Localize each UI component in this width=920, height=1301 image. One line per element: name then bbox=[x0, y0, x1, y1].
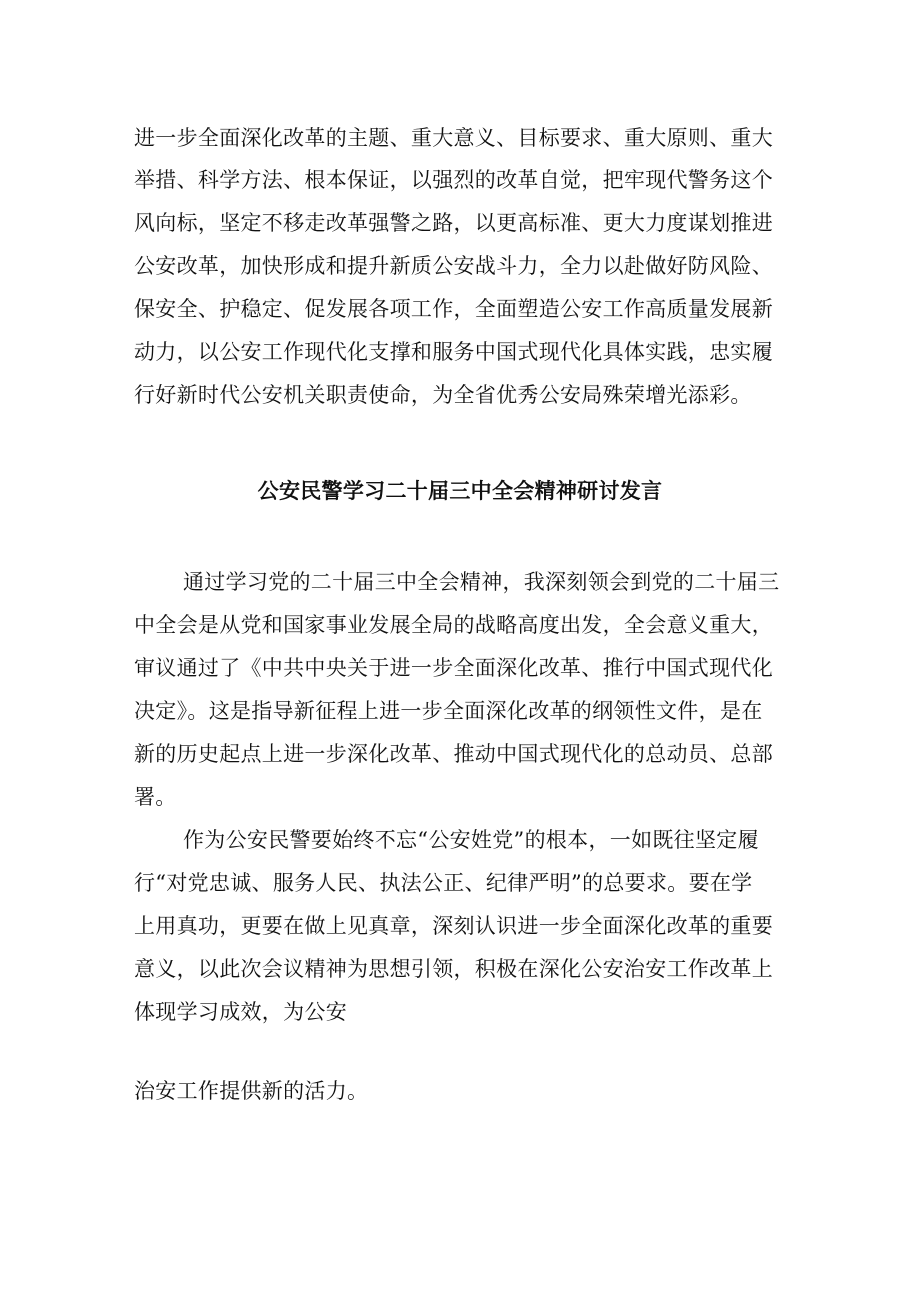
paragraph-line: 审议通过了《中共中央关于进一步全面深化改革、推行中国式现代化 bbox=[134, 656, 773, 680]
paragraph-line: 新的历史起点上进一步深化改革、推动中国式现代化的总动员、总部 bbox=[134, 742, 773, 766]
trailing-line: 治安工作提供新的活力。 bbox=[134, 1079, 369, 1103]
paragraph-line: 意义，以此次会议精神为思想引领，积极在深化公安治安工作改革上 bbox=[134, 957, 773, 981]
paragraph-line: 上用真功，更要在做上见真章，深刻认识进一步全面深化改革的重要 bbox=[134, 914, 773, 938]
section-heading: 公安民警学习二十届三中全会精神研讨发言 bbox=[257, 479, 663, 503]
intro-line: 动力，以公安工作现代化支撑和服务中国式现代化具体实践，忠实履 bbox=[134, 340, 773, 364]
paragraph-line: 决定》。这是指导新征程上进一步全面深化改革的纲领性文件，是在 bbox=[134, 699, 763, 723]
intro-line: 保安全、护稳定、促发展各项工作，全面塑造公安工作高质量发展新 bbox=[134, 297, 773, 321]
paragraph-line: 作为公安民警要始终不忘“公安姓党”的根本，一如既往坚定履 bbox=[183, 828, 759, 852]
intro-line: 行好新时代公安机关职责使命，为全省优秀公安局殊荣增光添彩。 bbox=[134, 383, 752, 407]
paragraph-line: 署。 bbox=[134, 785, 177, 809]
paragraph-line: 中全会是从党和国家事业发展全局的战略高度出发，全会意义重大， bbox=[134, 613, 773, 637]
paragraph-line: 体现学习成效，为公安 bbox=[134, 1000, 347, 1024]
intro-line: 公安改革，加快形成和提升新质公安战斗力，全力以赴做好防风险、 bbox=[134, 254, 773, 278]
paragraph-line: 行“对党忠诚、服务人民、执法公正、纪律严明”的总要求。要在学 bbox=[134, 871, 753, 895]
intro-line: 进一步全面深化改革的主题、重大意义、目标要求、重大原则、重大 bbox=[134, 126, 773, 150]
paragraph-line: 通过学习党的二十届三中全会精神，我深刻领会到党的二十届三 bbox=[183, 570, 780, 594]
intro-line: 风向标，坚定不移走改革强警之路，以更高标准、更大力度谋划推进 bbox=[134, 211, 773, 235]
intro-line: 举措、科学方法、根本保证，以强烈的改革自觉，把牢现代警务这个 bbox=[134, 168, 773, 192]
